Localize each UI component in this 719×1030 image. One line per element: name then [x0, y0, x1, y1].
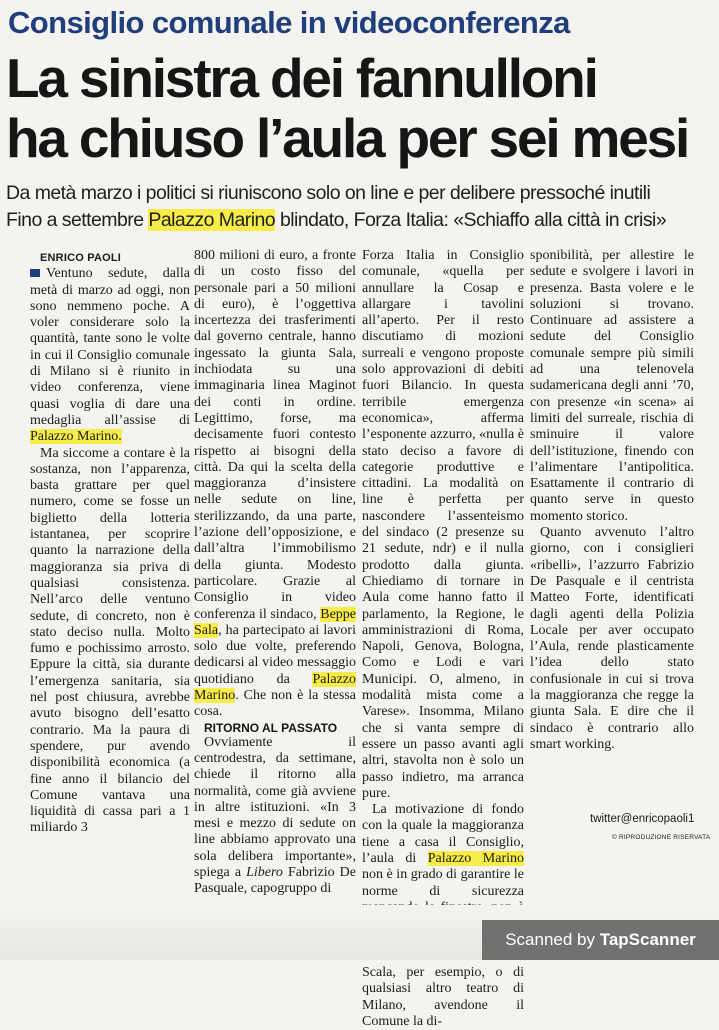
rights-notice: © RIPRODUZIONE RISERVATA	[612, 834, 710, 841]
subhead-text-b: blindato, Forza Italia: «Schiaffo alla città in crisi»	[275, 209, 667, 231]
highlight-palazzo-marino: Palazzo Marino	[194, 671, 356, 704]
subhead-line-2	[6, 207, 718, 234]
paragraph	[30, 266, 190, 445]
highlight-palazzo-marino: Palazzo Marino.	[30, 429, 122, 445]
paragraph-text: Fabrizio De Pasquale, capogruppo di	[194, 864, 357, 897]
subhead-highlight: Palazzo Marino	[148, 209, 276, 231]
paragraph: sponibilità, per allestire le sedute e svolgere i lavori in presenza. Basta volere e le soluzioni si trovano. Continuare ad assistere a sedute del Consiglio comunale sempre più simili ad una telenovela sudamericana degli anni ’70, con presenze «in scena» ai limiti del surreale, rischia di sminuire il valore dell’istituzione, finendo con l’alimentare l’antipolitica. Esattamente il contrario di quanto serve in questo momento storico.	[530, 248, 694, 524]
paragraph-text: , ha partecipato ai lavori solo due volte, preferendo dedicarsi al video messaggio quotidiano da	[194, 622, 356, 687]
subhead-line-1: Da metà marzo i politici si riuniscono solo on line e per delibere pressoché inutili	[6, 182, 651, 204]
paragraph-text: La motivazione di fondo con la quale la maggioranza tiene a casa il Consiglio, l’aula di	[362, 802, 524, 866]
article-column-1	[30, 250, 190, 836]
section-subtitle: RITORNO AL PASSATO	[204, 720, 338, 735]
paragraph	[194, 248, 356, 721]
watermark-brand: TapScanner	[599, 930, 696, 949]
square-bullet-icon	[30, 269, 40, 277]
highlight-palazzo-marino: Palazzo Marino	[427, 850, 524, 866]
italic-libero: Libero	[246, 864, 283, 880]
paragraph	[194, 735, 356, 898]
article-column-2	[194, 248, 357, 897]
paragraph-text: Ovviamente il centrodestra, da settimane, chiede il ritorno alla normalità, come già avviene in altre istituzioni. «In 3 mesi e mezzo di sedute on line abbiamo approvato una sola delibera importante», spiega a	[194, 734, 356, 880]
paragraph: Ma siccome a contare è la sostanza, non l’apparenza, basta grattare per quel numero, come se fosse un biglietto della lotteria istantanea, per scoprire quanto la narrazione della maggioranza sia priva di qualsiasi consistenza. Nell’arco delle ventuno sedute, di concreto, non è stato deciso nulla. Molto fumo e pochissimo arrosto. Eppure la città, sia durante l’emergenza sanitaria, sia nel post chiusura, avrebbe avuto bisogno dell’esatto contrario. Ma la paura di spendere, pur avendo disponibilità economica (a fine anno il bilancio del Comune vantava una liquidità di cassa pari a 1 miliardo 3	[30, 445, 190, 836]
article-column-4	[530, 248, 694, 808]
subhead-text-a: Fino a settembre	[6, 209, 149, 231]
article-column-3	[362, 248, 524, 1029]
byline: ENRICO PAOLI	[40, 252, 122, 264]
headline	[6, 48, 714, 168]
subhead	[6, 180, 718, 234]
highlight-beppe-sala: Beppe Sala	[194, 606, 356, 638]
headline-line-1: La sinistra dei fannulloni	[6, 47, 597, 109]
watermark-prefix: Scanned by	[505, 930, 600, 949]
headline-line-2: ha chiuso l’aula per sei mesi	[6, 107, 689, 169]
paragraph-text: . Che non è la stessa cosa.	[194, 688, 356, 720]
paragraph-text: Ventuno sedute, dalla metà di marzo ad oggi, non sono nemmeno poche. A voler considerare solo la quantità, tante sono le volte in cui il Consiglio comunale di Milano si è riunito in video conferenza, viene quasi voglia di dare una medaglia all’assise di	[30, 266, 190, 428]
paragraph: Forza Italia in Consiglio comunale, «quella per annullare la Cosap e allargare i tavolini all’aperto. Per il resto discutiamo di mozioni surreali e vengono proposte solo approvazioni di debiti fuori Bilancio. In questa terribile emergenza economica», afferma l’esponente azzurro, «nulla è stato deciso a favore di categorie produttive e cittadini. La modalità on line è perfetta per nascondere l’assenteismo del sindaco (2 presenze su 21 sedute, ndr) e il nulla prodotto dalla giunta. Chiediamo di tornare in Aula come hanno fatto il parlamento, la Regione, le amministrazioni di Roma, Napoli, Genova, Bologna, Como e Lodi e vari Municipi. O, almeno, in modalità mista come a Varese». Insomma, Milano che si vanta sempre di essere un passo avanti agli altri, stavolta non è solo un passo indietro, ma arranca pure.	[362, 248, 524, 801]
scanner-watermark	[482, 920, 719, 960]
author-twitter-handle: twitter@enricopaoli1	[590, 813, 695, 825]
paragraph-text: 800 milioni di euro, a fronte di un costo fisso del personale pari a 50 milioni di euro), è l’oggettiva incertezza dei trasferimenti dal governo centrale, hanno ingessato la giunta Sala, inchiodata su una immaginaria linea Maginot dei conti in ordine. Legittimo, forse, ma decisamente fuori contesto rispetto ai bisogni della città. Da qui la scelta della maggioranza d’insistere nelle sedute on line, sterilizzando, da una parte, l’azione dell’opposizione, e dall’altra l’immobilismo della giunta. Modesto particolare. Grazie al Consiglio in video conferenza il sindaco,	[194, 248, 356, 622]
kicker: Consiglio comunale in videoconferenza	[8, 5, 570, 40]
paragraph-text: non è in grado di garantire le norme di sicurezza Scala, per esempio, o di qualsiasi altro teatro di Milano, avendone il Comune la di-	[362, 867, 524, 1029]
paragraph: Quanto avvenuto l’altro giorno, con i consiglieri «ribelli», l’azzurro Fabrizio De Pasquale e il centrista Matteo Forte, identificati dagli agenti della Polizia Locale per aver occupato l’Aula, rende plasticamente l’idea dello stato confusionale in cui si trova la maggioranza che regge la giunta Sala. E dire che il sindaco è contrario allo smart working.	[530, 525, 694, 752]
